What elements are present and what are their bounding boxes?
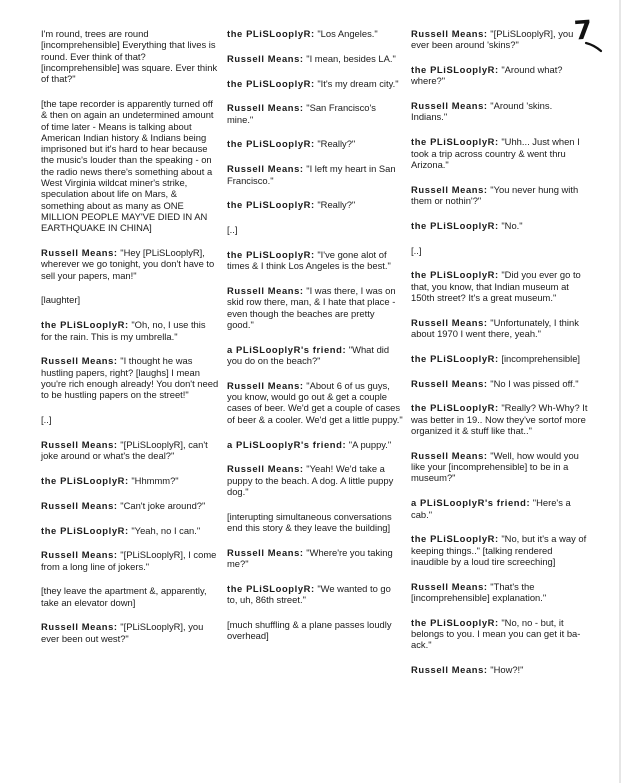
speaker-label: the PLiSLooplyR: — [41, 319, 129, 331]
dialogue-line — [41, 439, 219, 462]
speaker-label: Russell Means: — [41, 621, 118, 633]
line-text: "[PLiSLooplyR], I come from a long line of jokers." — [41, 549, 217, 572]
speaker-label: the PLiSLooplyR: — [411, 402, 499, 414]
line-text: "Around 'skins. Indians." — [411, 100, 553, 123]
line-text: "Did you ever go to that, you know, that Indian museum at 150th street? It's a great museum." — [411, 269, 581, 303]
line-text: "[PLiSLooplyR], can't joke around or what's the deal?" — [41, 438, 208, 462]
dialogue-line — [41, 319, 219, 342]
dialogue-line — [41, 247, 219, 281]
line-text: "I've gone alot of times & I think Los Angeles is the best." — [227, 248, 391, 272]
dialogue-line — [411, 100, 589, 123]
line-text: [..] — [411, 244, 422, 256]
speaker-label: Russell Means: — [411, 316, 488, 328]
line-text: "Around what? where?" — [411, 64, 563, 87]
line-text: "I left my heart in San Francisco." — [227, 163, 396, 186]
dialogue-line — [227, 199, 403, 210]
column-3 — [411, 28, 589, 689]
dialogue-line — [411, 402, 589, 436]
dialogue-line — [227, 439, 403, 450]
dialogue-line — [411, 184, 589, 207]
line-text: "We wanted to go to, uh, 86th street." — [227, 582, 391, 606]
dialogue-line — [227, 102, 403, 125]
dialogue-line — [41, 500, 219, 511]
line-text: "Really?" — [317, 138, 356, 150]
speaker-label: Russell Means: — [411, 28, 488, 39]
line-text: [..] — [41, 414, 52, 426]
narration-note — [227, 619, 403, 642]
line-text: "[PLiSLooplyR], you ever been out west?" — [41, 621, 204, 644]
speaker-label: Russell Means: — [41, 355, 118, 367]
dialogue-line — [411, 64, 589, 87]
dialogue-line — [411, 353, 589, 364]
speaker-label: the PLiSLooplyR: — [411, 64, 499, 76]
dialogue-line — [227, 380, 403, 425]
dialogue-line — [411, 269, 589, 303]
speaker-label: Russell Means: — [227, 379, 304, 391]
line-text: "I mean, besides LA." — [306, 52, 396, 64]
line-text: "I was there, I was on skid row there, man, & I hate that place - even though the beaches are pretty good." — [227, 285, 396, 330]
dialogue-line — [411, 450, 589, 484]
speaker-label: Russell Means: — [41, 438, 118, 450]
dialogue-line — [411, 220, 589, 231]
speaker-label: Russell Means: — [227, 285, 304, 297]
line-text: "Los Angeles." — [317, 28, 378, 39]
narration-note — [41, 585, 219, 608]
line-text: "[PLiSLooplyR], you ever been around 'skins?" — [411, 28, 574, 51]
line-text: "Unfortunately, I think about 1970 I went there, yeah." — [411, 316, 579, 340]
dialogue-line — [411, 533, 589, 567]
speaker-label: Russell Means: — [227, 163, 304, 175]
line-text: [the tape recorder is apparently turned off & then on again an undetermined amount of time later - Means is talking about American Indian history & Indians being imprisoned but it's hard to hear because the music's louder than the speaking - on the radio news there's something about a West Virginia wildcat miner's strike, speculation about life on Mars, & something about as many as ONE MILLION PEOPLE MAY'VE DIED IN AN EARTHQUAKE IN CHINA] — [41, 97, 214, 234]
dialogue-line — [411, 317, 589, 340]
line-text: "Oh, no, I use this for the rain. This is my umbrella." — [41, 319, 206, 342]
speaker-label: the PLiSLooplyR: — [411, 219, 499, 231]
speaker-label: the PLiSLooplyR: — [227, 138, 315, 150]
line-text: "No I was pissed off." — [490, 377, 579, 389]
narration-note — [41, 98, 219, 234]
line-text: "Well, how would you like your [incomprehensible] to be in a museum?" — [411, 449, 579, 484]
column-1 — [41, 28, 219, 658]
dialogue-line — [227, 28, 403, 39]
dialogue-line — [227, 53, 403, 64]
line-text: "About 6 of us guys, you know, would go out & get a couple cases of beer. We'd get a couple of cases of beer & a cooler. We'd get a little puppy." — [227, 379, 403, 425]
line-text: [..] — [227, 224, 238, 236]
line-text: "What did you do on the beach?" — [227, 343, 390, 367]
dialogue-line — [411, 378, 589, 389]
speaker-label: the PLiSLooplyR: — [227, 199, 315, 211]
dialogue-line — [227, 163, 403, 186]
dialogue-line — [227, 138, 403, 149]
dialogue-line — [411, 581, 589, 604]
line-text: "That's the [incomprehensible] explanation." — [411, 580, 547, 603]
dialogue-line — [411, 617, 589, 651]
speaker-label: Russell Means: — [41, 247, 118, 259]
line-text: "No." — [501, 219, 523, 231]
speaker-label: Russell Means: — [411, 183, 488, 195]
speaker-label: the PLiSLooplyR: — [41, 524, 129, 536]
speaker-label: the PLiSLooplyR: — [227, 28, 315, 39]
dialogue-line — [41, 525, 219, 536]
speaker-label: a PLiSLooplyR's friend: — [227, 343, 347, 355]
dialogue-line — [227, 344, 403, 367]
narration-note — [41, 28, 219, 84]
line-text: "Uhh... Just when I took a trip across country & went thru Arizona." — [411, 136, 580, 170]
speaker-label: the PLiSLooplyR: — [411, 533, 499, 545]
dialogue-line — [411, 497, 589, 520]
dialogue-line — [227, 78, 403, 89]
line-text: "Where're you taking me?" — [227, 546, 393, 570]
dialogue-line — [41, 475, 219, 486]
speaker-label: the PLiSLooplyR: — [41, 474, 129, 486]
line-text: "No, no - but, it belongs to you. I mean you can get it ba-ack." — [411, 616, 581, 651]
dialogue-line — [411, 28, 589, 51]
speaker-label: Russell Means: — [411, 100, 488, 112]
line-text: "A puppy." — [348, 438, 392, 450]
dialogue-line — [227, 285, 403, 330]
narration-note — [41, 414, 219, 425]
page-number: 7 — [572, 15, 594, 47]
line-text: "Hey [PLiSLooplyR], wherever we go tonight, you don't have to sell your papers, man!" — [41, 247, 215, 281]
speaker-label: a PLiSLooplyR's friend: — [227, 438, 347, 450]
dialogue-line — [227, 249, 403, 272]
speaker-label: a PLiSLooplyR's friend: — [411, 497, 531, 509]
speaker-label: Russell Means: — [227, 52, 304, 64]
speaker-label: the PLiSLooplyR: — [227, 582, 315, 594]
speaker-label: the PLiSLooplyR: — [411, 352, 499, 364]
line-text: "I thought he was hustling papers, right? [laughs] I mean you're rich enough already! You don't need to be hustling papers on the street!" — [41, 355, 219, 401]
column-2 — [227, 28, 403, 655]
line-text: [much shuffling & a plane passes loudly overhead] — [227, 619, 392, 642]
speaker-label: Russell Means: — [41, 549, 118, 561]
speaker-label: the PLiSLooplyR: — [227, 248, 315, 260]
dialogue-line — [41, 549, 219, 572]
dialogue-line — [411, 664, 589, 675]
speaker-label: Russell Means: — [227, 463, 304, 475]
line-text: [they leave the apartment &, apparently, take an elevator down] — [41, 585, 207, 608]
line-text: "How?!" — [490, 664, 524, 676]
dialogue-line — [411, 136, 589, 170]
line-text: "Really? Wh-Why? It was better in 19.. Now they've sortof more organized it & stuff like that.." — [411, 402, 588, 437]
line-text: "Yeah! We'd take a puppy to the beach. A dog. A little puppy dog." — [227, 463, 394, 497]
dialogue-line — [227, 583, 403, 606]
line-text: [incomprehensible] — [501, 352, 581, 364]
speaker-label: Russell Means: — [411, 449, 488, 461]
line-text: "Here's a cab." — [411, 497, 571, 520]
line-text: "Can't joke around?" — [120, 499, 206, 511]
dialogue-line — [41, 355, 219, 400]
speaker-label: Russell Means: — [411, 377, 488, 389]
dialogue-line — [227, 547, 403, 570]
line-text: "San Francisco's mine." — [227, 102, 376, 125]
speaker-label: the PLiSLooplyR: — [411, 136, 499, 148]
speaker-label: Russell Means: — [41, 499, 118, 511]
line-text: "No, but it's a way of keeping things.." [talking rendered inaudible by a loud tire screeching] — [411, 533, 587, 567]
line-text: "You never hung with them or nothin'?" — [411, 183, 579, 206]
speaker-label: Russell Means: — [411, 664, 488, 676]
speaker-label: Russell Means: — [411, 580, 488, 592]
line-text: "Yeah, no I can." — [131, 524, 201, 536]
speaker-label: the PLiSLooplyR: — [227, 77, 315, 89]
line-text: [interupting simultaneous conversations end this story & they leave the building] — [227, 510, 392, 534]
narration-note — [227, 224, 403, 235]
speaker-label: the PLiSLooplyR: — [411, 616, 499, 628]
dialogue-line — [227, 463, 403, 497]
line-text: I'm round, trees are round [incomprehensible] Everything that lives is round. Ever think of that? [incomprehensible] was square. Ever think of that?" — [41, 28, 218, 85]
speaker-label: Russell Means: — [227, 546, 304, 558]
line-text: "It's my dream city." — [317, 77, 399, 89]
speaker-label: the PLiSLooplyR: — [411, 269, 499, 281]
line-text: "Hhmmm?" — [131, 474, 179, 486]
line-text: [laughter] — [41, 294, 81, 306]
narration-note — [411, 245, 589, 256]
speaker-label: Russell Means: — [227, 102, 304, 114]
narration-note — [227, 511, 403, 534]
line-text: "Really?" — [317, 199, 356, 211]
narration-note — [41, 294, 219, 305]
dialogue-line — [41, 621, 219, 644]
